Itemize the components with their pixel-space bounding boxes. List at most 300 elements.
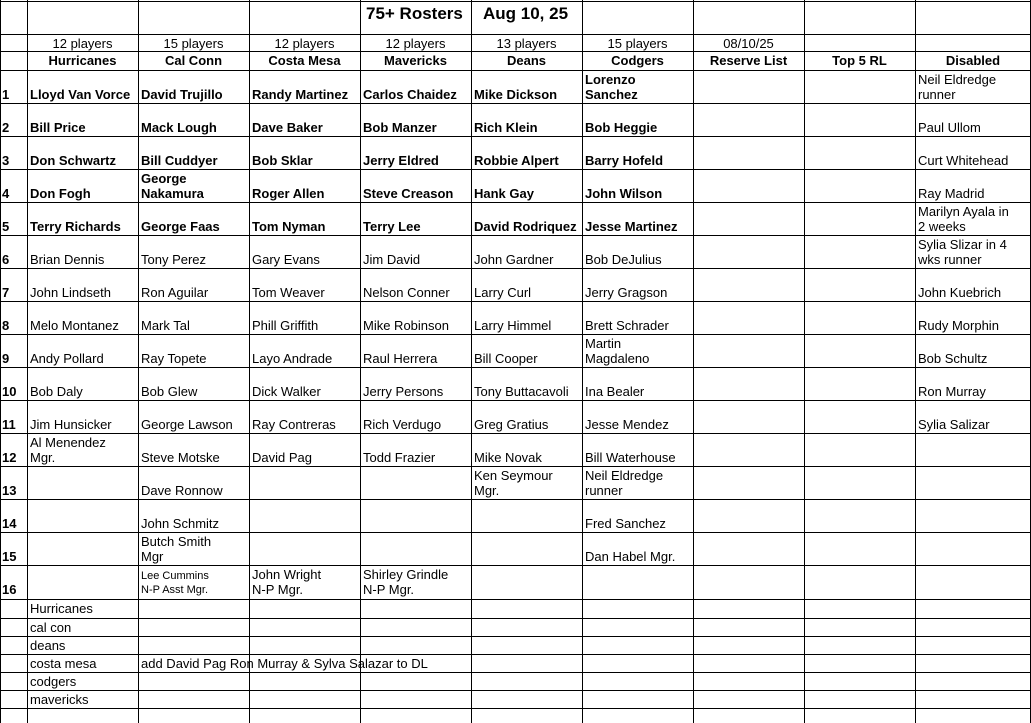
table-cell[interactable] xyxy=(916,236,1031,268)
column-header-2[interactable] xyxy=(249,51,360,70)
table-cell[interactable] xyxy=(28,434,138,466)
table-cell[interactable] xyxy=(583,170,693,202)
table-cell[interactable] xyxy=(139,500,249,532)
column-header-6[interactable] xyxy=(693,51,804,70)
table-cell-text: Sylia Slizar in 4 wks runner xyxy=(918,237,1007,267)
table-cell[interactable] xyxy=(916,170,1031,202)
table-cell[interactable] xyxy=(583,137,693,169)
table-cell[interactable] xyxy=(805,500,915,532)
table-cell[interactable] xyxy=(250,401,360,433)
note-label[interactable] xyxy=(28,673,138,690)
table-cell[interactable] xyxy=(139,104,249,136)
column-header-5-text: Codgers xyxy=(611,53,664,68)
table-cell-text: Bob Schultz xyxy=(918,351,988,366)
note-label[interactable] xyxy=(28,655,138,672)
table-cell[interactable] xyxy=(250,368,360,400)
table-cell[interactable] xyxy=(694,566,804,598)
table-cell[interactable] xyxy=(694,533,804,565)
table-cell[interactable] xyxy=(361,566,471,598)
table-cell[interactable] xyxy=(28,500,138,532)
table-cell[interactable] xyxy=(361,467,471,499)
table-cell[interactable] xyxy=(472,434,582,466)
table-cell[interactable] xyxy=(916,335,1031,367)
player-count-1-text: 15 players xyxy=(163,35,224,51)
table-cell[interactable] xyxy=(916,500,1031,532)
table-cell[interactable] xyxy=(805,335,915,367)
table-cell[interactable] xyxy=(472,368,582,400)
player-count-5[interactable] xyxy=(582,35,693,51)
column-header-3-text: Mavericks xyxy=(384,53,447,68)
table-cell-text: Mike Novak xyxy=(474,450,542,465)
table-cell[interactable] xyxy=(805,236,915,268)
table-cell[interactable] xyxy=(28,335,138,367)
table-cell[interactable] xyxy=(805,302,915,334)
table-cell[interactable] xyxy=(250,137,360,169)
table-cell[interactable] xyxy=(583,467,693,499)
table-cell[interactable] xyxy=(28,269,138,301)
table-cell[interactable] xyxy=(361,401,471,433)
table-cell[interactable] xyxy=(139,170,249,202)
table-cell[interactable] xyxy=(916,434,1031,466)
table-cell-text: Steve Motske xyxy=(141,450,220,465)
table-cell[interactable] xyxy=(28,566,138,598)
table-cell[interactable] xyxy=(139,434,249,466)
table-cell[interactable] xyxy=(28,236,138,268)
table-cell-text: Dan Habel Mgr. xyxy=(585,549,676,564)
table-cell[interactable] xyxy=(916,203,1031,235)
table-cell[interactable] xyxy=(583,269,693,301)
table-cell-text: Ron Aguilar xyxy=(141,285,209,300)
row-number-text: 3 xyxy=(2,153,10,168)
note-text[interactable] xyxy=(139,619,539,636)
row-number-text: 16 xyxy=(2,582,17,597)
table-cell[interactable] xyxy=(361,71,471,103)
table-cell-text: Rich Klein xyxy=(474,120,538,135)
table-cell[interactable] xyxy=(583,434,693,466)
table-cell[interactable] xyxy=(139,467,249,499)
table-cell[interactable] xyxy=(139,302,249,334)
table-cell[interactable] xyxy=(250,104,360,136)
table-cell-text: Bill Waterhouse xyxy=(585,450,676,465)
note-label-text: mavericks xyxy=(30,692,89,707)
note-label[interactable] xyxy=(28,619,138,636)
row-number[interactable] xyxy=(0,500,27,532)
table-cell-text: Nelson Conner xyxy=(363,285,450,300)
table-cell[interactable] xyxy=(472,71,582,103)
table-cell[interactable] xyxy=(28,137,138,169)
table-cell-text: Neil Eldredge runner xyxy=(585,468,664,498)
table-cell-text: Lee Cummins N-P Asst Mgr. xyxy=(141,570,209,596)
row-number[interactable] xyxy=(0,467,27,499)
table-cell[interactable] xyxy=(250,434,360,466)
table-cell-text: Ina Bealer xyxy=(585,384,645,399)
player-count-5-text: 15 players xyxy=(607,35,668,51)
table-cell-text: Mack Lough xyxy=(141,120,217,135)
table-cell[interactable] xyxy=(139,71,249,103)
table-cell[interactable] xyxy=(472,104,582,136)
table-cell-text: Hank Gay xyxy=(474,186,534,201)
row-number[interactable] xyxy=(0,137,27,169)
table-cell[interactable] xyxy=(694,236,804,268)
table-cell[interactable] xyxy=(694,104,804,136)
table-cell-text: Jesse Martinez xyxy=(585,219,678,234)
table-cell-text: Brett Schrader xyxy=(585,318,669,333)
row-number-text: 7 xyxy=(2,285,10,300)
table-cell-text: John Wright N-P Mgr. xyxy=(252,567,322,597)
table-cell-text: Layo Andrade xyxy=(252,351,333,366)
table-cell-text: Bill Cooper xyxy=(474,351,538,366)
table-cell[interactable] xyxy=(805,401,915,433)
table-cell[interactable] xyxy=(583,401,693,433)
table-cell[interactable] xyxy=(694,71,804,103)
row-number-text: 15 xyxy=(2,549,17,564)
table-cell[interactable] xyxy=(472,302,582,334)
column-header-1-text: Cal Conn xyxy=(164,53,223,68)
table-cell[interactable] xyxy=(139,137,249,169)
player-count-7[interactable] xyxy=(804,35,915,51)
table-cell[interactable] xyxy=(472,335,582,367)
table-cell[interactable] xyxy=(916,368,1031,400)
row-number-text: 4 xyxy=(2,186,10,201)
table-cell[interactable] xyxy=(472,269,582,301)
row-number-text: 1 xyxy=(2,87,10,102)
table-cell[interactable] xyxy=(361,500,471,532)
row-number-text: 10 xyxy=(2,384,17,399)
row-number[interactable] xyxy=(0,401,27,433)
column-header-5[interactable] xyxy=(582,51,693,70)
table-cell-text: John Lindseth xyxy=(30,285,111,300)
table-cell-text: Rudy Morphin xyxy=(918,318,999,333)
table-cell-text: Gary Evans xyxy=(252,252,320,267)
table-cell[interactable] xyxy=(583,500,693,532)
player-count-6[interactable] xyxy=(693,35,804,51)
table-cell[interactable] xyxy=(361,434,471,466)
note-text[interactable] xyxy=(139,637,539,654)
table-cell[interactable] xyxy=(28,533,138,565)
table-cell[interactable] xyxy=(916,302,1031,334)
column-header-0-text: Hurricanes xyxy=(48,53,117,68)
table-cell-text: David Rodriquez xyxy=(474,219,577,234)
table-cell[interactable] xyxy=(472,137,582,169)
table-cell-text: Bob Glew xyxy=(141,384,198,399)
table-cell[interactable] xyxy=(139,269,249,301)
table-cell-text: Bill Cuddyer xyxy=(141,153,218,168)
row-number[interactable] xyxy=(0,71,27,103)
table-cell-text: Tom Weaver xyxy=(252,285,325,300)
table-cell[interactable] xyxy=(361,137,471,169)
table-cell[interactable] xyxy=(361,269,471,301)
player-count-4-text: 13 players xyxy=(496,35,557,51)
note-label-text: codgers xyxy=(30,674,77,689)
player-count-1[interactable] xyxy=(138,35,249,51)
table-cell[interactable] xyxy=(583,104,693,136)
table-cell[interactable] xyxy=(250,236,360,268)
table-cell[interactable] xyxy=(28,203,138,235)
table-cell-text: Tom Nyman xyxy=(252,219,326,234)
table-cell[interactable] xyxy=(805,467,915,499)
table-cell[interactable] xyxy=(805,533,915,565)
table-cell[interactable] xyxy=(139,566,249,598)
table-cell[interactable] xyxy=(472,203,582,235)
table-cell-text: Terry Richards xyxy=(30,219,121,234)
table-cell-text: Bob Sklar xyxy=(252,153,313,168)
table-cell[interactable] xyxy=(250,203,360,235)
table-cell[interactable] xyxy=(361,104,471,136)
table-cell[interactable] xyxy=(916,137,1031,169)
row-number-text: 9 xyxy=(2,351,10,366)
table-cell[interactable] xyxy=(805,137,915,169)
table-cell[interactable] xyxy=(805,434,915,466)
table-cell[interactable] xyxy=(361,335,471,367)
row-number-text: 11 xyxy=(2,417,16,432)
row-number[interactable] xyxy=(0,302,27,334)
table-cell-text: Mike Robinson xyxy=(363,318,449,333)
table-cell-text: David Trujillo xyxy=(141,87,223,102)
note-label[interactable] xyxy=(28,600,138,617)
row-number[interactable] xyxy=(0,566,27,598)
table-cell[interactable] xyxy=(361,203,471,235)
column-header-6-text: Reserve List xyxy=(709,53,788,68)
table-cell-text: Mark Tal xyxy=(141,318,190,333)
table-cell[interactable] xyxy=(28,401,138,433)
note-label[interactable] xyxy=(28,691,138,708)
row-number[interactable] xyxy=(0,434,27,466)
table-cell[interactable] xyxy=(361,170,471,202)
table-cell-text: Mike Dickson xyxy=(474,87,558,102)
table-cell-text: Ray Contreras xyxy=(252,417,336,432)
table-cell-text: Bob Heggie xyxy=(585,120,658,135)
table-cell[interactable] xyxy=(694,434,804,466)
table-cell[interactable] xyxy=(694,170,804,202)
note-text[interactable] xyxy=(139,691,539,708)
row-number-text: 13 xyxy=(2,483,17,498)
table-cell[interactable] xyxy=(472,170,582,202)
table-cell[interactable] xyxy=(361,533,471,565)
table-cell-text: Greg Gratius xyxy=(474,417,549,432)
table-cell[interactable] xyxy=(472,533,582,565)
table-cell[interactable] xyxy=(916,566,1031,598)
table-cell[interactable] xyxy=(139,236,249,268)
table-cell[interactable] xyxy=(583,335,693,367)
table-cell-text: Brian Dennis xyxy=(30,252,105,267)
table-cell-text: Butch Smith Mgr xyxy=(141,534,212,564)
table-cell-text: Bob Manzer xyxy=(363,120,437,135)
row-number[interactable] xyxy=(0,533,27,565)
table-cell-text: Carlos Chaidez xyxy=(363,87,457,102)
row-number[interactable] xyxy=(0,170,27,202)
row-number[interactable] xyxy=(0,368,27,400)
table-cell[interactable] xyxy=(472,401,582,433)
table-cell[interactable] xyxy=(694,302,804,334)
table-cell[interactable] xyxy=(583,368,693,400)
column-header-0[interactable] xyxy=(27,51,138,70)
table-cell[interactable] xyxy=(472,467,582,499)
note-text[interactable] xyxy=(139,655,539,672)
table-cell-text: Jesse Mendez xyxy=(585,417,669,432)
column-header-2-text: Costa Mesa xyxy=(268,53,341,68)
column-header-4-text: Deans xyxy=(506,53,547,68)
table-cell[interactable] xyxy=(250,170,360,202)
table-cell[interactable] xyxy=(250,71,360,103)
column-header-4[interactable] xyxy=(471,51,582,70)
player-count-2[interactable] xyxy=(249,35,360,51)
table-cell-text: John Schmitz xyxy=(141,516,220,531)
table-cell-text: Ray Topete xyxy=(141,351,207,366)
table-cell[interactable] xyxy=(916,467,1031,499)
table-cell[interactable] xyxy=(250,302,360,334)
column-header-1[interactable] xyxy=(138,51,249,70)
grid-line xyxy=(0,1,1031,2)
column-header-8[interactable] xyxy=(915,51,1031,70)
sheet-title: 75+ Rosters xyxy=(366,4,463,23)
table-cell-text: Phill Griffith xyxy=(252,318,319,333)
table-cell[interactable] xyxy=(139,401,249,433)
table-cell-text: Dave Ronnow xyxy=(141,483,223,498)
table-cell-text: Andy Pollard xyxy=(30,351,104,366)
table-cell-text: George Nakamura xyxy=(141,171,204,201)
table-cell[interactable] xyxy=(28,467,138,499)
table-cell[interactable] xyxy=(694,269,804,301)
table-cell[interactable] xyxy=(805,203,915,235)
table-cell[interactable] xyxy=(250,500,360,532)
table-cell-text: Marilyn Ayala in 2 weeks xyxy=(918,204,1009,234)
table-cell[interactable] xyxy=(805,104,915,136)
player-count-2-text: 12 players xyxy=(274,35,335,51)
table-cell[interactable] xyxy=(583,302,693,334)
note-label[interactable] xyxy=(28,637,138,654)
table-cell-text: Robbie Alpert xyxy=(474,153,559,168)
player-count-3[interactable] xyxy=(360,35,471,51)
table-cell-text: David Pag xyxy=(252,450,312,465)
table-cell[interactable] xyxy=(28,302,138,334)
table-cell[interactable] xyxy=(28,170,138,202)
table-cell[interactable] xyxy=(250,335,360,367)
table-cell[interactable] xyxy=(361,236,471,268)
table-cell[interactable] xyxy=(805,269,915,301)
player-count-4[interactable] xyxy=(471,35,582,51)
table-cell[interactable] xyxy=(916,71,1031,103)
table-cell[interactable] xyxy=(694,401,804,433)
table-cell[interactable] xyxy=(250,467,360,499)
table-cell[interactable] xyxy=(583,236,693,268)
table-cell-text: Dave Baker xyxy=(252,120,323,135)
table-cell-text: Terry Lee xyxy=(363,219,421,234)
table-cell-text: Lloyd Van Vorce xyxy=(30,87,131,102)
table-cell-text: Bill Price xyxy=(30,120,86,135)
table-cell-text: Jerry Persons xyxy=(363,384,444,399)
row-number-text: 8 xyxy=(2,318,10,333)
column-header-7[interactable] xyxy=(804,51,915,70)
table-cell[interactable] xyxy=(916,533,1031,565)
table-cell[interactable] xyxy=(472,236,582,268)
table-cell-text: Paul Ullom xyxy=(918,120,981,135)
row-number-text: 5 xyxy=(2,219,10,234)
table-cell[interactable] xyxy=(694,500,804,532)
table-cell-text: Martin Magdaleno xyxy=(585,336,650,366)
table-cell-text: Ray Madrid xyxy=(918,186,985,201)
note-text-text: add David Pag Ron Murray & Sylva Salazar to DL xyxy=(141,656,428,671)
note-label-text: Hurricanes xyxy=(30,601,93,616)
table-cell-text: Ron Murray xyxy=(918,384,986,399)
row-number[interactable] xyxy=(0,203,27,235)
table-cell[interactable] xyxy=(28,104,138,136)
column-header-3[interactable] xyxy=(360,51,471,70)
table-cell[interactable] xyxy=(694,467,804,499)
grid-line xyxy=(0,708,1031,709)
table-cell-text: Todd Frazier xyxy=(363,450,436,465)
table-cell[interactable] xyxy=(583,203,693,235)
table-cell[interactable] xyxy=(805,368,915,400)
table-cell[interactable] xyxy=(583,71,693,103)
table-cell-text: Raul Herrera xyxy=(363,351,438,366)
table-cell[interactable] xyxy=(361,302,471,334)
row-number[interactable] xyxy=(0,335,27,367)
table-cell[interactable] xyxy=(361,368,471,400)
table-cell[interactable] xyxy=(139,335,249,367)
note-text[interactable] xyxy=(139,673,539,690)
table-cell-text: Tony Perez xyxy=(141,252,207,267)
table-cell-text: George Faas xyxy=(141,219,220,234)
table-cell[interactable] xyxy=(250,566,360,598)
table-cell-text: Don Schwartz xyxy=(30,153,116,168)
table-cell-text: Curt Whitehead xyxy=(918,153,1009,168)
player-count-6-text: 08/10/25 xyxy=(723,35,774,51)
table-cell[interactable] xyxy=(805,71,915,103)
table-cell[interactable] xyxy=(916,401,1031,433)
table-cell[interactable] xyxy=(472,500,582,532)
player-count-8[interactable] xyxy=(915,35,1031,51)
table-cell[interactable] xyxy=(28,71,138,103)
table-cell[interactable] xyxy=(916,104,1031,136)
table-cell[interactable] xyxy=(694,203,804,235)
note-label-text: costa mesa xyxy=(30,656,97,671)
table-cell-text: Shirley Grindle N-P Mgr. xyxy=(363,567,449,597)
row-number[interactable] xyxy=(0,104,27,136)
note-label-text: cal con xyxy=(30,620,72,635)
table-cell-text: Roger Allen xyxy=(252,186,325,201)
player-count-0[interactable] xyxy=(27,35,138,51)
row-number[interactable] xyxy=(0,269,27,301)
table-cell-text: Neil Eldredge runner xyxy=(918,72,997,102)
table-cell-text: Steve Creason xyxy=(363,186,454,201)
table-cell-text: Rich Verdugo xyxy=(363,417,442,432)
table-cell[interactable] xyxy=(583,533,693,565)
table-cell[interactable] xyxy=(805,170,915,202)
table-cell-text: Randy Martinez xyxy=(252,87,349,102)
table-cell[interactable] xyxy=(250,533,360,565)
table-cell-text: Jerry Eldred xyxy=(363,153,439,168)
note-label-text: deans xyxy=(30,638,66,653)
table-cell[interactable] xyxy=(583,566,693,598)
table-cell[interactable] xyxy=(694,368,804,400)
table-cell-text: Jerry Gragson xyxy=(585,285,668,300)
table-cell[interactable] xyxy=(916,269,1031,301)
row-number[interactable] xyxy=(0,236,27,268)
table-cell[interactable] xyxy=(250,269,360,301)
table-cell[interactable] xyxy=(139,368,249,400)
note-text[interactable] xyxy=(139,600,539,617)
table-cell[interactable] xyxy=(694,335,804,367)
row-number-text: 6 xyxy=(2,252,10,267)
table-cell[interactable] xyxy=(472,566,582,598)
table-cell[interactable] xyxy=(139,203,249,235)
table-cell-text: Bob Daly xyxy=(30,384,83,399)
table-cell[interactable] xyxy=(28,368,138,400)
row-number-text: 2 xyxy=(2,120,10,135)
table-cell[interactable] xyxy=(805,566,915,598)
table-cell[interactable] xyxy=(694,137,804,169)
table-cell[interactable] xyxy=(139,533,249,565)
